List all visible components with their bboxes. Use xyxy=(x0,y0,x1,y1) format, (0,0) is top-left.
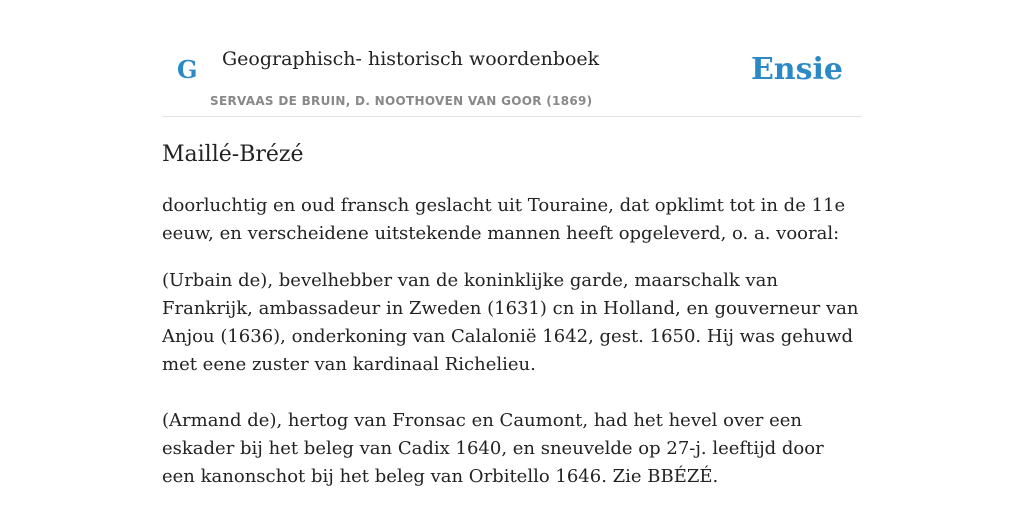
dictionary-title-link[interactable]: Geographisch- historisch woordenboek xyxy=(222,48,600,70)
dictionary-header xyxy=(162,0,862,117)
dictionary-author: SERVAAS DE BRUIN, D. NOOTHOVEN VAN GOOR (1869) xyxy=(210,94,593,108)
entry-paragraph: (Urbain de), bevelhebber van de koninklijke garde, maarschalk van Frankrijk, ambassadeur in Zweden (1631) cn in Holland, en gouverneur van Anjou (1636), onderkoning van Calalonië 1642, gest. 1650. Hij was gehuwd met eene zuster van kardinaal Richelieu. xyxy=(162,270,859,375)
entry-headword: Maillé-Brézé xyxy=(162,142,304,167)
entry-paragraph: doorluchtig en oud fransch geslacht uit Touraine, dat opklimt tot in de 11e eeuw, en verscheidene uitstekende mannen heeft opgeleverd, o. a. vooral: xyxy=(162,195,846,244)
dictionary-letter-icon[interactable]: G xyxy=(177,55,198,84)
ensie-logo-link[interactable]: Ensie xyxy=(750,52,843,87)
entry-card xyxy=(162,0,862,512)
entry-paragraph: (Armand de), hertog van Fronsac en Caumont, had het hevel over een eskader bij het beleg van Cadix 1640, en sneuvelde op 27-j. leeftijd door een kanonschot bij het beleg van Orbitello 1646. Zie BBÉZÉ. xyxy=(162,410,824,487)
